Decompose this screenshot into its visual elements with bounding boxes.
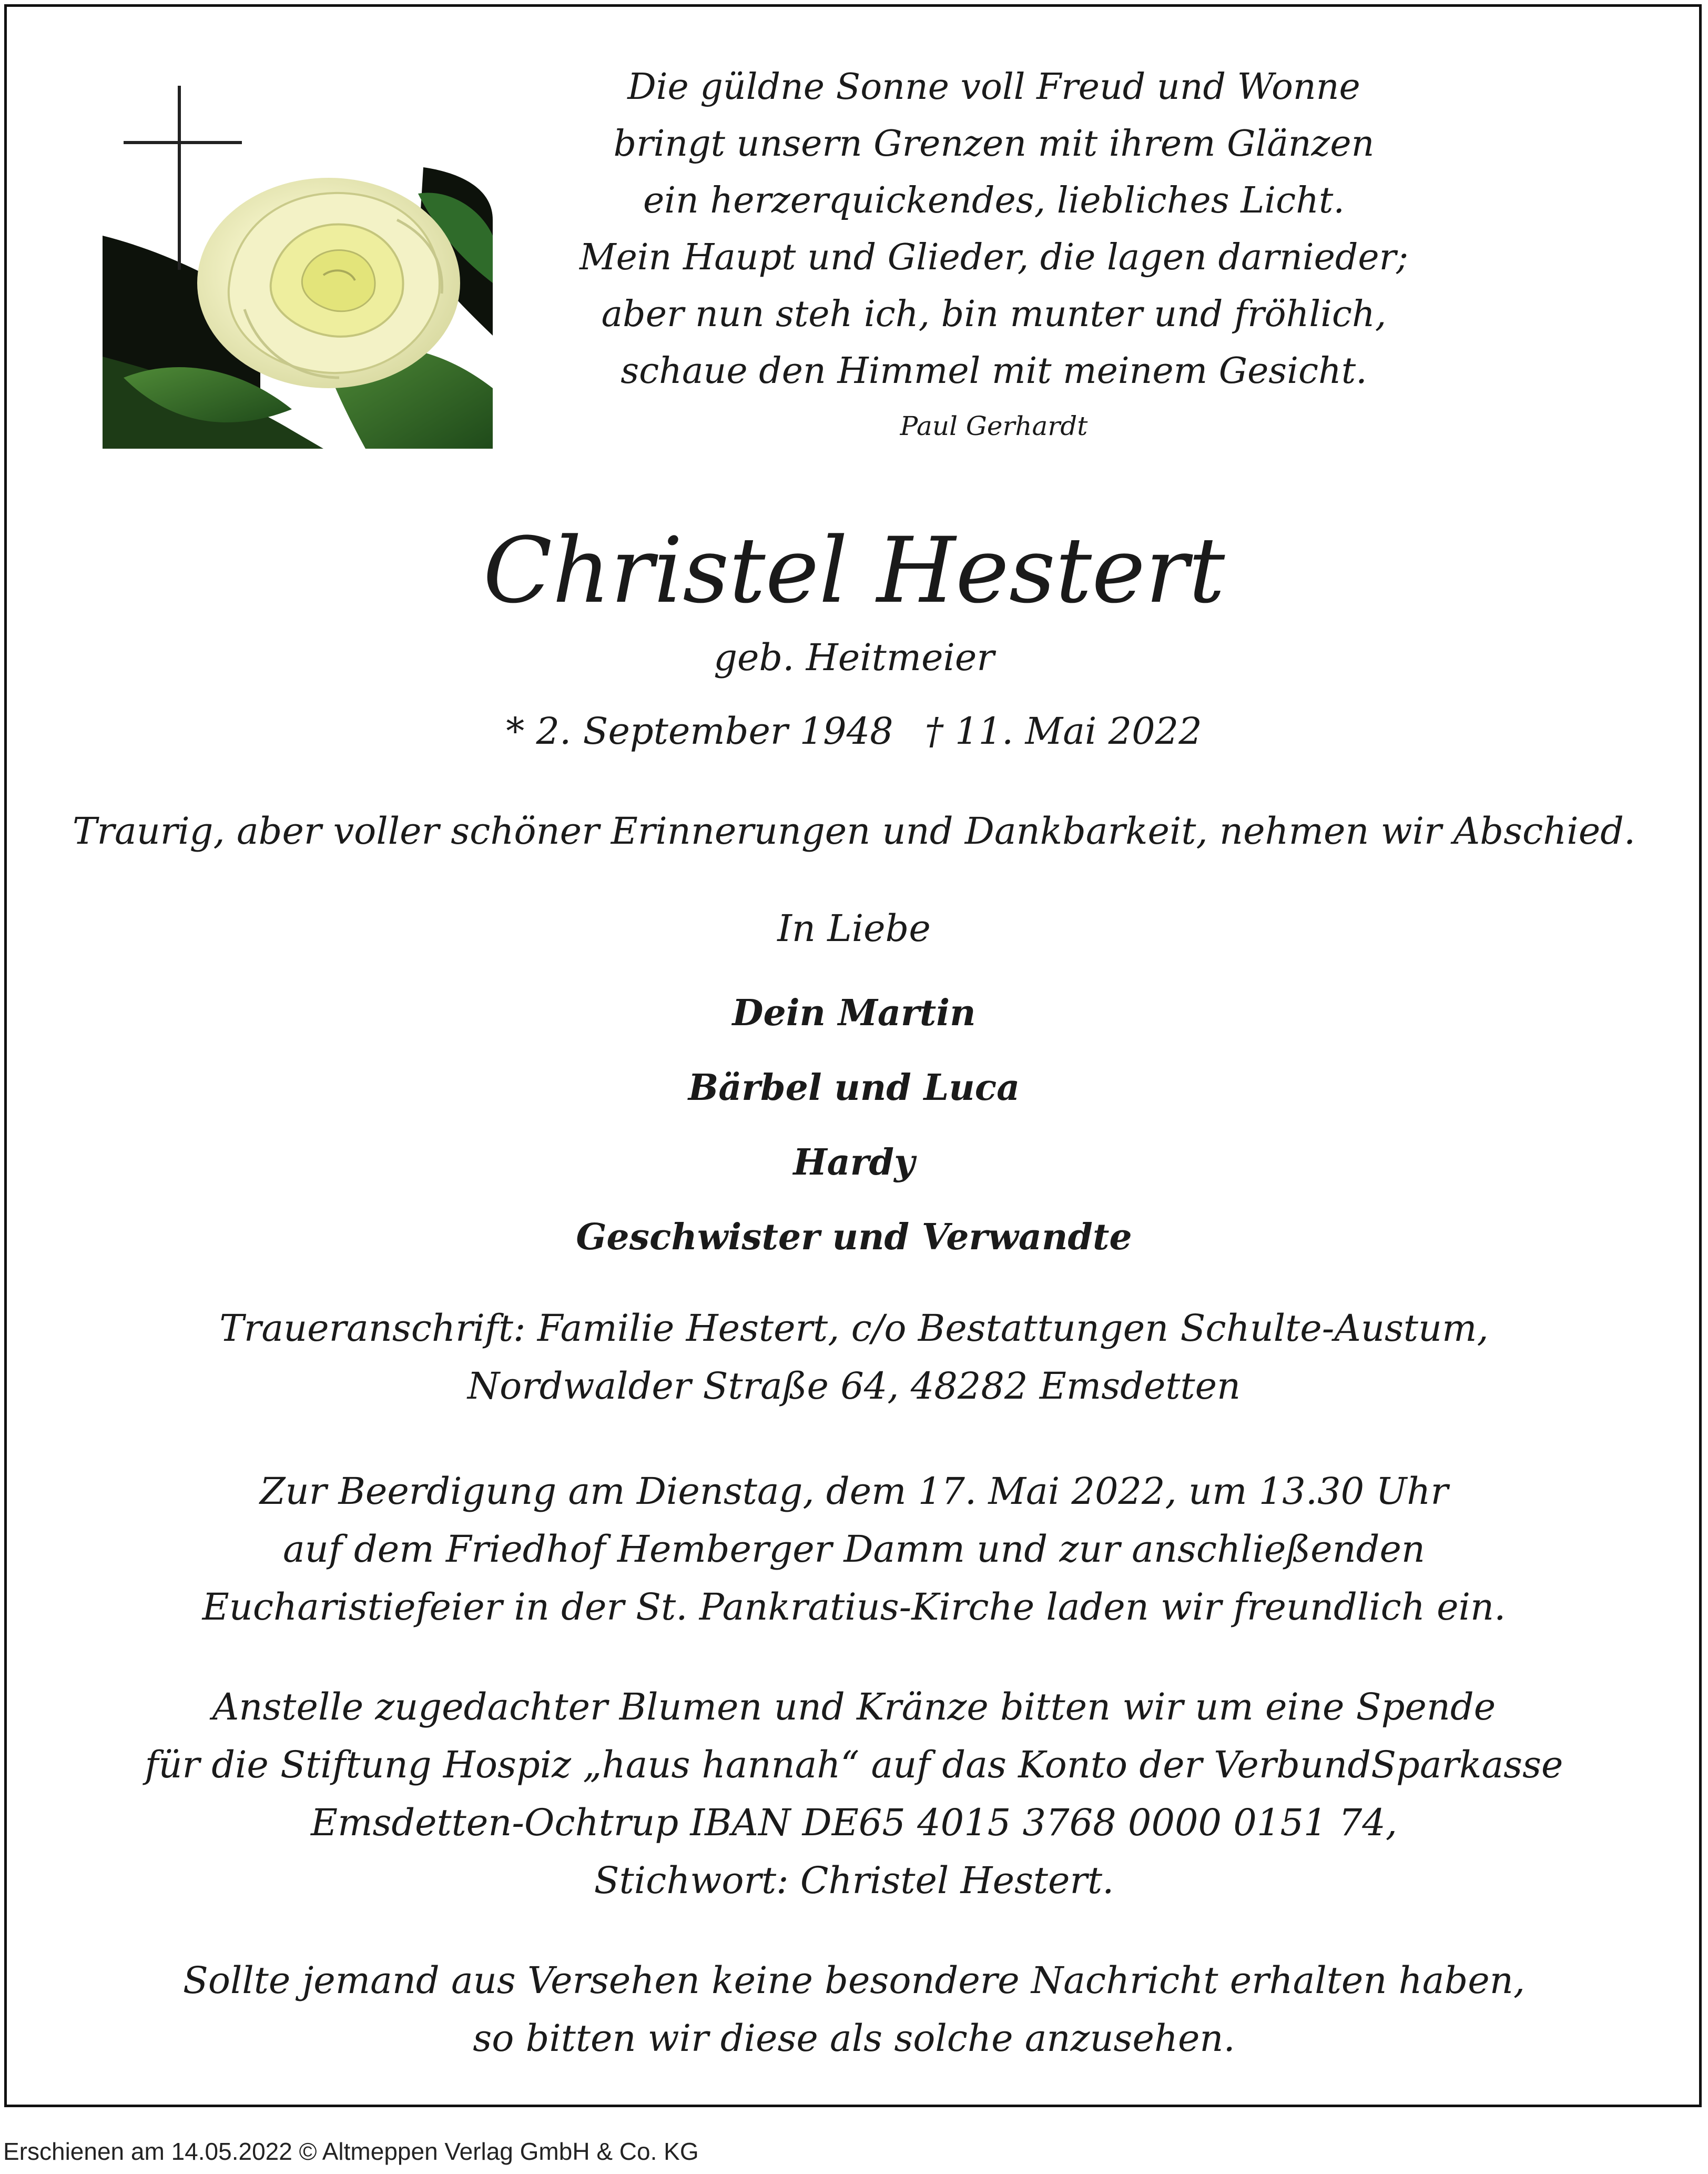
address-line: Nordwalder Straße 64, 48282 Emsdetten <box>467 1364 1241 1408</box>
poem-line: schaue den Himmel mit meinem Gesicht. <box>621 350 1367 392</box>
notice-text <box>16 1951 1692 2067</box>
signer: Hardy <box>793 1141 915 1184</box>
donation-line: Anstelle zugedachter Blumen und Kränze bitten wir um eine Spende <box>212 1685 1496 1728</box>
in-love-text: In Liebe <box>777 907 931 950</box>
donation-line: Emsdetten-Ochtrup IBAN DE65 4015 3768 0000 0151 74, <box>310 1801 1398 1844</box>
address-line: Traueranschrift: Familie Hestert, c/o Bestattungen Schulte-Austum, <box>219 1307 1489 1350</box>
publication-footer: Erschienen am 14.05.2022 © Altmeppen Verlag GmbH & Co. KG <box>3 2138 699 2165</box>
signer: Geschwister und Verwandte <box>576 1216 1132 1258</box>
poem-line: ein herzerquickendes, liebliches Licht. <box>643 180 1345 221</box>
signer: Dein Martin <box>732 992 976 1034</box>
deceased-name: Christel Hestert <box>483 518 1225 623</box>
maiden-name: geb. Heitmeier <box>714 636 994 679</box>
death-date: † 11. Mai 2022 <box>924 710 1202 753</box>
rose-photo <box>103 62 493 449</box>
donation-info <box>16 1678 1692 1909</box>
poem-line: Die güldne Sonne voll Freud und Wonne <box>627 66 1360 108</box>
poem-line: Mein Haupt und Glieder, die lagen darnieder; <box>579 237 1409 278</box>
funeral-info <box>16 1462 1692 1636</box>
life-dates <box>16 707 1692 755</box>
notice-line: so bitten wir diese als solche anzusehen. <box>473 2017 1235 2060</box>
mourning-address <box>16 1299 1692 1415</box>
notice-line: Sollte jemand aus Versehen keine besondere Nachricht erhalten haben, <box>182 1959 1526 2002</box>
signers-list <box>16 976 1692 1275</box>
funeral-line: Zur Beerdigung am Dienstag, dem 17. Mai 2022, um 13.30 Uhr <box>260 1470 1448 1513</box>
donation-line: für die Stiftung Hospiz „haus hannah“ auf das Konto der VerbundSparkasse <box>145 1743 1563 1786</box>
birth-date: * 2. September 1948 <box>506 710 893 753</box>
donation-line: Stichwort: Christel Hestert. <box>594 1859 1114 1902</box>
poem-line: bringt unsern Grenzen mit ihrem Glänzen <box>613 123 1375 165</box>
poem-line: aber nun steh ich, bin munter und fröhlich, <box>601 294 1387 335</box>
funeral-line: auf dem Friedhof Hemberger Damm und zur anschließenden <box>283 1528 1425 1571</box>
poem-author: Paul Gerhardt <box>900 411 1088 441</box>
farewell-text: Traurig, aber voller schöner Erinnerungen und Dankbarkeit, nehmen wir Abschied. <box>72 810 1636 853</box>
cross-icon <box>103 62 493 449</box>
poem <box>505 59 1483 442</box>
funeral-line: Eucharistiefeier in der St. Pankratius-Kirche laden wir freundlich ein. <box>202 1585 1506 1629</box>
signer: Bärbel und Luca <box>688 1067 1020 1109</box>
